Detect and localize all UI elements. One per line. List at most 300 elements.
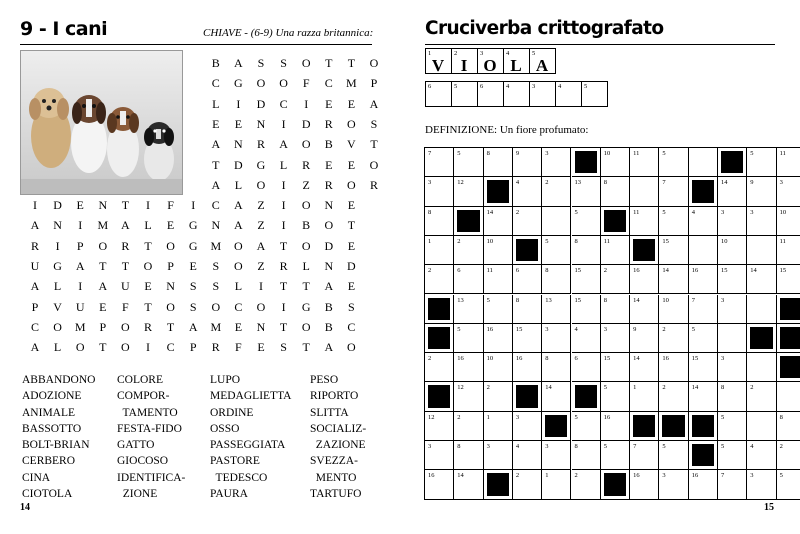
grid-letter[interactable]: M — [210, 238, 222, 253]
grid-letter[interactable]: E — [347, 279, 356, 294]
grid-letter[interactable]: A — [369, 96, 379, 111]
crossword-cell[interactable] — [601, 148, 630, 177]
grid-letter[interactable]: O — [256, 76, 266, 91]
grid-letter[interactable]: T — [99, 259, 107, 273]
grid-letter[interactable]: I — [236, 96, 241, 111]
grid-letter[interactable]: V — [347, 137, 356, 152]
crossword-cell[interactable] — [601, 295, 630, 324]
crossword-cell[interactable] — [777, 470, 800, 499]
grid-letter[interactable]: R — [302, 157, 311, 172]
grid-letter[interactable]: T — [121, 198, 130, 213]
grid-letter[interactable]: T — [302, 340, 310, 355]
answer-cell[interactable] — [581, 81, 608, 107]
grid-letter[interactable]: A — [211, 137, 221, 152]
grid-letter[interactable]: I — [146, 198, 150, 213]
grid-letter[interactable]: T — [370, 137, 378, 152]
grid-letter[interactable]: E — [347, 157, 356, 172]
crossword-cell[interactable] — [659, 470, 688, 499]
crossword-cell[interactable] — [630, 353, 659, 382]
crossword-cell[interactable] — [777, 265, 800, 294]
grid-letter[interactable]: O — [324, 218, 334, 233]
grid-letter[interactable]: N — [256, 116, 266, 131]
grid-letter[interactable]: R — [143, 319, 152, 334]
grid-letter[interactable]: G — [256, 157, 266, 172]
crossword-cell[interactable] — [425, 470, 454, 499]
grid-letter[interactable]: O — [234, 259, 243, 273]
grid-letter[interactable]: L — [53, 279, 62, 294]
crossword-cell[interactable] — [454, 382, 483, 411]
grid-letter[interactable]: I — [281, 198, 286, 213]
answer-row[interactable] — [425, 81, 607, 107]
crossword-cell[interactable] — [659, 324, 688, 353]
grid-letter[interactable]: D — [234, 157, 243, 172]
crossword-cell[interactable] — [454, 177, 483, 206]
grid-letter[interactable]: T — [347, 56, 356, 70]
grid-letter[interactable]: G — [301, 299, 311, 314]
grid-letter[interactable]: O — [143, 259, 153, 273]
grid-letter[interactable]: V — [53, 299, 62, 314]
answer-cell[interactable] — [451, 81, 478, 107]
grid-letter[interactable]: U — [30, 259, 40, 273]
crossword-cell[interactable] — [689, 470, 718, 499]
grid-letter[interactable]: O — [256, 299, 266, 314]
crossword-cell[interactable] — [542, 295, 571, 324]
crossword-cell[interactable] — [513, 148, 542, 177]
crossword-cell[interactable] — [718, 382, 747, 411]
grid-letter[interactable]: O — [347, 116, 356, 131]
crossword-cell[interactable] — [425, 353, 454, 382]
crossword-cell[interactable] — [747, 207, 776, 236]
grid-letter[interactable]: E — [325, 157, 333, 172]
grid-letter[interactable]: Z — [257, 218, 265, 233]
crossword-cell[interactable] — [659, 441, 688, 470]
crossword-cell[interactable] — [572, 353, 601, 382]
grid-letter[interactable]: A — [30, 340, 40, 355]
grid-letter[interactable]: C — [279, 96, 288, 111]
answer-cell[interactable] — [425, 81, 452, 107]
grid-letter[interactable]: S — [212, 259, 220, 273]
grid-letter[interactable]: N — [234, 137, 243, 152]
grid-letter[interactable]: A — [211, 177, 221, 192]
grid-letter[interactable]: E — [166, 218, 175, 233]
crossword-cell[interactable] — [689, 353, 718, 382]
crossword-cell[interactable] — [454, 470, 483, 499]
grid-letter[interactable]: L — [53, 340, 62, 355]
grid-letter[interactable]: F — [167, 198, 174, 213]
grid-letter[interactable]: N — [324, 259, 334, 273]
crossword-cell[interactable] — [601, 265, 630, 294]
grid-letter[interactable]: I — [281, 218, 286, 233]
crossword-cell[interactable] — [572, 441, 601, 470]
crossword-cell[interactable] — [513, 177, 542, 206]
crossword-cell[interactable] — [542, 353, 571, 382]
crossword-cell[interactable] — [718, 441, 747, 470]
crossword-cell[interactable] — [659, 382, 688, 411]
crossword-cell[interactable] — [630, 265, 659, 294]
crossword-cell[interactable] — [484, 382, 513, 411]
crossword-cell[interactable] — [718, 236, 747, 265]
crossword-cell[interactable] — [777, 148, 800, 177]
crossword-cell[interactable] — [542, 324, 571, 353]
grid-letter[interactable]: I — [281, 299, 286, 314]
crossword-cell[interactable] — [601, 441, 630, 470]
grid-letter[interactable]: I — [33, 198, 37, 213]
crossword-cell[interactable] — [513, 441, 542, 470]
crossword-cell[interactable] — [630, 324, 659, 353]
crossword-cell[interactable] — [454, 236, 483, 265]
crossword-cell[interactable] — [659, 177, 688, 206]
grid-letter[interactable]: N — [53, 218, 62, 233]
crossword-cell[interactable] — [747, 177, 776, 206]
grid-letter[interactable]: P — [99, 319, 107, 334]
crossword-cell[interactable] — [601, 324, 630, 353]
grid-letter[interactable]: T — [302, 279, 310, 294]
crossword-cell[interactable] — [601, 412, 630, 441]
grid-letter[interactable]: T — [144, 238, 152, 253]
crossword-cell[interactable] — [659, 353, 688, 382]
grid-letter[interactable]: A — [234, 56, 243, 70]
crossword-cell[interactable] — [747, 353, 776, 382]
crossword-cell[interactable] — [513, 412, 542, 441]
grid-letter[interactable]: D — [347, 259, 356, 273]
crossword-cell[interactable] — [513, 295, 542, 324]
crossword-cell[interactable] — [454, 148, 483, 177]
crossword-cell[interactable] — [630, 295, 659, 324]
grid-letter[interactable]: S — [212, 279, 220, 294]
grid-letter[interactable]: A — [121, 218, 130, 233]
grid-letter[interactable]: R — [30, 238, 39, 253]
grid-letter[interactable]: E — [99, 299, 107, 314]
grid-letter[interactable]: R — [369, 177, 378, 192]
grid-letter[interactable]: O — [369, 56, 379, 70]
grid-letter[interactable]: C — [211, 76, 220, 91]
grid-letter[interactable]: R — [324, 177, 333, 192]
crossword-cell[interactable] — [454, 353, 483, 382]
crossword-cell[interactable] — [572, 295, 601, 324]
grid-letter[interactable]: A — [188, 319, 198, 334]
crossword-cell[interactable] — [513, 353, 542, 382]
crossword-cell[interactable] — [572, 412, 601, 441]
grid-letter[interactable]: F — [235, 340, 242, 355]
grid-letter[interactable]: O — [211, 299, 221, 314]
grid-letter[interactable]: T — [279, 279, 288, 294]
grid-letter[interactable]: N — [166, 279, 175, 294]
grid-letter[interactable]: S — [189, 299, 197, 314]
crossword-cell[interactable] — [777, 207, 800, 236]
crossword-cell[interactable] — [425, 177, 454, 206]
grid-letter[interactable]: A — [234, 198, 243, 213]
grid-letter[interactable]: P — [167, 259, 174, 273]
crossword-cell[interactable] — [484, 265, 513, 294]
crossword-cell[interactable] — [659, 207, 688, 236]
crossword-cell[interactable] — [484, 353, 513, 382]
crossword-cell[interactable] — [542, 236, 571, 265]
crossword-cell[interactable] — [689, 382, 718, 411]
answer-cell[interactable] — [555, 81, 582, 107]
grid-letter[interactable]: A — [256, 238, 266, 253]
grid-letter[interactable]: E — [189, 259, 197, 273]
grid-letter[interactable]: O — [166, 238, 175, 253]
crossword-cell[interactable] — [454, 324, 483, 353]
crossword-cell[interactable] — [572, 236, 601, 265]
crossword-cell[interactable] — [659, 148, 688, 177]
grid-letter[interactable]: A — [98, 279, 108, 294]
grid-letter[interactable]: O — [98, 238, 108, 253]
grid-letter[interactable]: I — [55, 238, 60, 253]
crossword-cell[interactable] — [454, 412, 483, 441]
grid-letter[interactable]: M — [74, 319, 86, 334]
crossword-cell[interactable] — [718, 207, 747, 236]
grid-letter[interactable]: G — [188, 218, 198, 233]
grid-letter[interactable]: S — [280, 56, 287, 70]
crossword-cell[interactable] — [718, 324, 747, 353]
crossword-cell[interactable] — [601, 382, 630, 411]
crossword-cell[interactable] — [689, 207, 718, 236]
crossword-cell[interactable] — [718, 470, 747, 499]
crossword-cell[interactable] — [747, 382, 776, 411]
grid-letter[interactable]: E — [257, 340, 265, 355]
crossword-cell[interactable] — [542, 470, 571, 499]
crossword-cell[interactable] — [718, 295, 747, 324]
grid-letter[interactable]: R — [279, 259, 288, 273]
grid-letter[interactable]: I — [78, 279, 83, 294]
grid-letter[interactable]: M — [97, 218, 109, 233]
crossword-cell[interactable] — [542, 177, 571, 206]
grid-letter[interactable]: L — [279, 157, 288, 172]
grid-letter[interactable]: P — [370, 76, 378, 91]
grid-letter[interactable]: B — [302, 218, 311, 233]
grid-letter[interactable]: I — [78, 218, 83, 233]
grid-letter[interactable]: T — [121, 259, 130, 273]
grid-letter[interactable]: A — [234, 218, 243, 233]
crossword-cell[interactable] — [777, 441, 800, 470]
answer-cell[interactable] — [529, 81, 556, 107]
grid-letter[interactable]: S — [370, 116, 378, 131]
crossword-cell[interactable] — [425, 236, 454, 265]
crossword-cell[interactable] — [689, 148, 718, 177]
grid-letter[interactable]: S — [189, 279, 197, 294]
grid-letter[interactable]: O — [347, 340, 356, 355]
crossword-cell[interactable] — [747, 148, 776, 177]
grid-letter[interactable]: P — [31, 299, 39, 314]
grid-letter[interactable]: I — [259, 279, 263, 294]
grid-letter[interactable]: L — [234, 177, 243, 192]
grid-letter[interactable]: S — [280, 340, 287, 355]
answer-cell[interactable] — [477, 81, 504, 107]
grid-letter[interactable]: E — [347, 198, 356, 213]
grid-letter[interactable]: D — [256, 96, 266, 111]
grid-letter[interactable]: O — [301, 198, 311, 213]
crossword-cell[interactable] — [572, 207, 601, 236]
grid-letter[interactable]: M — [346, 76, 357, 91]
grid-letter[interactable]: O — [121, 319, 130, 334]
crossword-cell[interactable] — [484, 148, 513, 177]
crossword-cell[interactable] — [572, 324, 601, 353]
crossword-cell[interactable] — [484, 412, 513, 441]
crossword-cell[interactable] — [689, 265, 718, 294]
grid-letter[interactable]: B — [324, 299, 333, 314]
grid-letter[interactable]: I — [304, 96, 309, 111]
grid-letter[interactable]: L — [212, 96, 220, 111]
crossword-cell[interactable] — [659, 295, 688, 324]
grid-letter[interactable]: I — [281, 116, 286, 131]
crossword-cell[interactable] — [718, 353, 747, 382]
grid-letter[interactable]: T — [166, 319, 175, 334]
grid-letter[interactable]: G — [234, 76, 243, 91]
grid-letter[interactable]: O — [121, 340, 130, 355]
crossword-cell[interactable] — [572, 470, 601, 499]
grid-letter[interactable]: R — [121, 238, 130, 253]
crossword-cell[interactable] — [718, 265, 747, 294]
grid-letter[interactable]: O — [301, 137, 311, 152]
crossword-cell[interactable] — [513, 470, 542, 499]
grid-letter[interactable]: T — [99, 340, 107, 355]
crossword-cell[interactable] — [747, 470, 776, 499]
crossword-cell[interactable] — [484, 207, 513, 236]
crossword-cell[interactable] — [484, 236, 513, 265]
grid-letter[interactable]: I — [281, 177, 286, 192]
grid-letter[interactable]: O — [256, 177, 266, 192]
crossword-cell[interactable] — [542, 265, 571, 294]
grid-letter[interactable]: C — [211, 198, 220, 213]
grid-letter[interactable]: N — [324, 198, 334, 213]
grid-letter[interactable]: E — [212, 116, 220, 131]
grid-letter[interactable]: E — [144, 279, 152, 294]
grid-letter[interactable]: N — [98, 198, 108, 213]
grid-letter[interactable]: A — [324, 340, 334, 355]
grid-letter[interactable]: T — [279, 319, 288, 334]
crossword-cell[interactable] — [425, 148, 454, 177]
crossword-cell[interactable] — [777, 236, 800, 265]
grid-letter[interactable]: D — [301, 116, 311, 131]
crossword-cell[interactable] — [542, 382, 571, 411]
crossword-cell[interactable] — [747, 265, 776, 294]
grid-letter[interactable]: A — [30, 279, 40, 294]
grid-letter[interactable]: A — [30, 218, 40, 233]
grid-letter[interactable]: N — [211, 218, 221, 233]
crossword-cell[interactable] — [454, 265, 483, 294]
grid-letter[interactable]: B — [211, 56, 220, 70]
grid-letter[interactable]: T — [144, 299, 152, 314]
grid-letter[interactable]: C — [166, 340, 175, 355]
grid-letter[interactable]: G — [53, 259, 62, 273]
crossword-cell[interactable] — [630, 177, 659, 206]
crossword-cell[interactable] — [630, 470, 659, 499]
crossword-cell[interactable] — [454, 295, 483, 324]
crossword-cell[interactable] — [542, 148, 571, 177]
grid-letter[interactable]: C — [30, 319, 39, 334]
crossword-cell[interactable] — [659, 236, 688, 265]
crossword-cell[interactable] — [454, 441, 483, 470]
grid-letter[interactable]: C — [234, 299, 243, 314]
crossword-cell[interactable] — [689, 295, 718, 324]
grid-letter[interactable]: O — [347, 177, 356, 192]
grid-letter[interactable]: S — [348, 299, 355, 314]
grid-letter[interactable]: O — [301, 238, 311, 253]
crossword-cell[interactable] — [425, 441, 454, 470]
grid-letter[interactable]: M — [210, 319, 222, 334]
grid-letter[interactable]: P — [189, 340, 197, 355]
crossword-cell[interactable] — [718, 177, 747, 206]
grid-letter[interactable]: A — [279, 137, 288, 152]
grid-letter[interactable]: L — [234, 279, 243, 294]
grid-letter[interactable]: T — [347, 218, 356, 233]
crossword-cell[interactable] — [484, 324, 513, 353]
grid-letter[interactable]: E — [347, 238, 356, 253]
crossword-cell[interactable] — [777, 412, 800, 441]
crossword-cell[interactable] — [425, 412, 454, 441]
crossword-cell[interactable] — [630, 148, 659, 177]
grid-letter[interactable]: A — [75, 259, 85, 273]
grid-letter[interactable]: R — [211, 340, 220, 355]
grid-letter[interactable]: C — [324, 76, 333, 91]
grid-letter[interactable]: C — [347, 319, 356, 334]
grid-letter[interactable]: L — [144, 218, 152, 233]
crossword-cell[interactable] — [572, 265, 601, 294]
grid-letter[interactable]: R — [324, 116, 333, 131]
grid-letter[interactable]: O — [279, 76, 288, 91]
crossword-cell[interactable] — [659, 265, 688, 294]
grid-letter[interactable]: O — [166, 299, 175, 314]
grid-letter[interactable]: D — [324, 238, 334, 253]
crossword-cell[interactable] — [425, 265, 454, 294]
crossword-cell[interactable] — [630, 207, 659, 236]
grid-letter[interactable]: B — [324, 319, 333, 334]
grid-letter[interactable]: O — [301, 319, 311, 334]
grid-letter[interactable]: E — [234, 116, 243, 131]
grid-letter[interactable]: E — [325, 96, 333, 111]
grid-letter[interactable]: O — [75, 340, 85, 355]
crossword-cell[interactable] — [484, 441, 513, 470]
grid-letter[interactable]: T — [279, 238, 288, 253]
grid-letter[interactable]: S — [257, 56, 265, 70]
crossword-cell[interactable] — [630, 382, 659, 411]
crossword-cell[interactable] — [513, 324, 542, 353]
grid-letter[interactable]: F — [122, 299, 129, 314]
grid-letter[interactable]: F — [302, 76, 310, 91]
grid-letter[interactable]: I — [146, 340, 150, 355]
grid-letter[interactable]: L — [302, 259, 310, 273]
crossword-cell[interactable] — [425, 207, 454, 236]
crossword-cell[interactable] — [601, 177, 630, 206]
grid-letter[interactable]: E — [347, 96, 356, 111]
crossword-cell[interactable] — [542, 441, 571, 470]
crossword-cell[interactable] — [484, 295, 513, 324]
grid-letter[interactable]: A — [324, 279, 334, 294]
grid-letter[interactable]: T — [212, 157, 220, 172]
grid-letter[interactable]: O — [234, 238, 243, 253]
grid-letter[interactable]: P — [76, 238, 84, 253]
grid-letter[interactable]: G — [188, 238, 198, 253]
grid-letter[interactable]: I — [191, 198, 196, 213]
grid-letter[interactable]: D — [53, 198, 62, 213]
grid-letter[interactable]: E — [76, 198, 84, 213]
grid-letter[interactable]: N — [256, 319, 266, 334]
crossword-cell[interactable] — [747, 236, 776, 265]
crossword-cell[interactable] — [513, 207, 542, 236]
grid-letter[interactable]: O — [301, 56, 311, 70]
grid-letter[interactable]: Z — [257, 259, 265, 273]
crossword-cell[interactable] — [777, 177, 800, 206]
grid-letter[interactable]: O — [369, 157, 379, 172]
grid-letter[interactable]: T — [325, 56, 333, 70]
crossword-cell[interactable] — [601, 353, 630, 382]
grid-letter[interactable]: B — [324, 137, 333, 152]
crossword-cell[interactable] — [572, 177, 601, 206]
grid-letter[interactable]: U — [121, 279, 130, 294]
crossword-cell[interactable] — [718, 412, 747, 441]
crossword-cell[interactable] — [747, 441, 776, 470]
